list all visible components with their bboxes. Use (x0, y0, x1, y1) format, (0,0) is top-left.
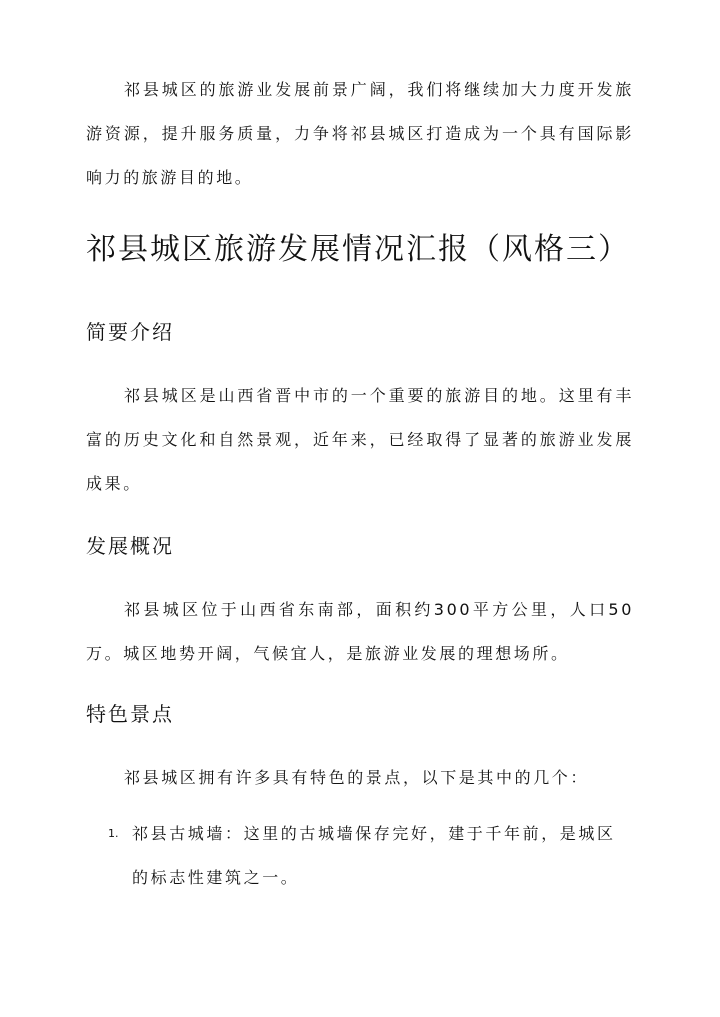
list-item-number: 1. (108, 827, 119, 840)
intro-paragraph: 祁县城区的旅游业发展前景广阔，我们将继续加大力度开发旅游资源，提升服务质量，力争将祁县城区打造成为一个具有国际影响力的旅游目的地。 (86, 80, 634, 187)
list-item (86, 812, 634, 900)
document-title: 祁县城区旅游发展情况汇报（风格三） (86, 232, 630, 267)
section-heading-overview: 发展概况 (86, 534, 174, 558)
section-paragraph-attractions: 祁县城区拥有许多具有特色的景点，以下是其中的几个： (124, 768, 590, 787)
section-heading-intro: 简要介绍 (86, 320, 174, 344)
section-heading-attractions: 特色景点 (86, 702, 174, 726)
attractions-list (86, 812, 634, 900)
section-paragraph-overview: 祁县城区位于山西省东南部，面积约300平方公里，人口50万。城区地势开阔，气候宜人，是旅游业发展的理想场所。 (86, 600, 634, 663)
section-paragraph-intro: 祁县城区是山西省晋中市的一个重要的旅游目的地。这里有丰富的历史文化和自然景观，近年来，已经取得了显著的旅游业发展成果。 (86, 386, 634, 493)
list-item-text: 祁县古城墙：这里的古城墙保存完好，建于千年前，是城区的标志性建筑之一。 (132, 824, 616, 887)
